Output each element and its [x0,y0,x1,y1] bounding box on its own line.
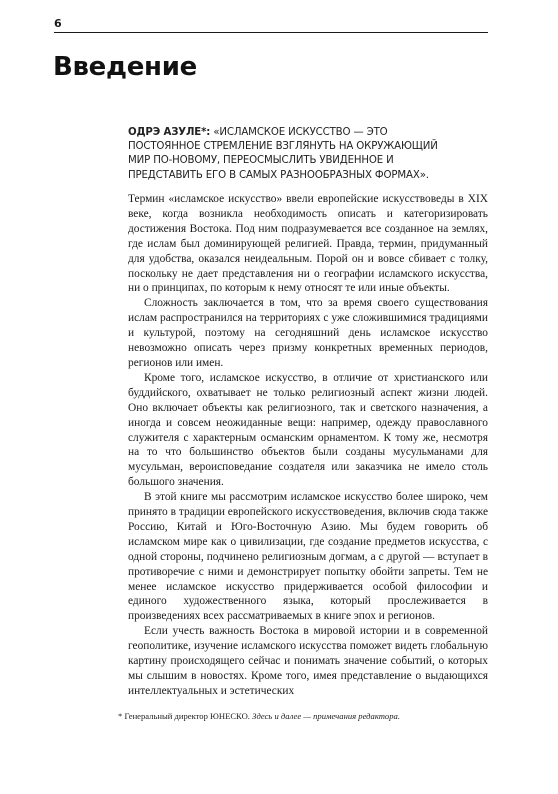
epigraph-quote: «ИСЛАМСКОЕ ИСКУССТВО — ЭТО ПОСТОЯННОЕ СТРЕМЛЕНИЕ ВЗГЛЯНУТЬ НА ОКРУЖАЮЩИЙ МИР ПО-НОВОМУ, ПЕРЕОСМЫСЛИТЬ УВИДЕННОЕ И ПРЕДСТАВИТЬ ЕГО В САМЫХ РАЗНООБРАЗНЫХ ФОРМАХ». [128,127,438,181]
epigraph-author: ОДРЭ АЗУЛЕ*: [128,127,211,138]
footnote-text: * Генеральный директор ЮНЕСКО. [118,711,250,721]
chapter-title: Введение [53,52,197,82]
paragraph: Сложность заключается в том, что за время своего существования ислам распространился на территориях с уже сложившимися традициями и культурой, поэтому на сегодняшний день исламское искусство невозможно описать через призму конкретных временных периодов, регионов или имен. [128,297,488,369]
paragraph: Если учесть важность Востока в мировой истории и в современной геополитике, изучение исламского искусства поможет видеть глобальную картину происходящего сейчас и понимать значение событий, о которых мы слышим в новостях. Кроме того, имея представление о выдающихся интеллектуальных и эстетических [128,625,488,697]
footnote-editor-note: Здесь и далее — примечания редактора. [252,711,400,721]
header-rule [54,32,488,33]
body-text [128,192,488,699]
paragraph: Кроме того, исламское искусство, в отличие от христианского или буддийского, охватывает не только религиозный аспект жизни людей. Оно включает объекты как религиозного, так и светского назначения, а иногда и совсем неожиданные вещи: например, одежду православного служителя с характерным османским орнаментом. К тому же, несмотря на то что большинство объектов были созданы мусульманами для мусульман, вероисповедание создателя или заказчика не имело столь большого значения. [128,371,488,489]
paragraph: В этой книге мы рассмотрим исламское искусство более широко, чем принято в традиции европейского искусствоведения, включив сюда также Россию, Китай и Юго-Восточную Азию. Мы будем говорить об исламском мире как о цивилизации, где создание предметов искусства, с одной стороны, подчинено религиозным догмам, а с другой — вступает в противоречие с ними и демонстрирует попытку обойти запреты. Тем не менее исламское искусство придерживается особой философии и единого художественного языка, который прослеживается в произведениях всех рассматриваемых в книге эпох и регионов. [128,491,488,623]
paragraph: Термин «исламское искусство» ввели европейские искусствоведы в XIX веке, когда возникла необходимость описать и категоризировать достижения Востока. Под ним подразумевается все созданное на землях, где ислам был доминирующей религией. Правда, термин, придуманный для удобства, оказался неидеальным. Порой он и вовсе сбивает с толку, поскольку не дает представления ни о географии исламского искусства, ни о принципах, по которым к нему относят те или иные объекты. [128,193,488,295]
page-number: 6 [54,17,62,30]
footnote [118,711,498,722]
epigraph [128,126,438,183]
